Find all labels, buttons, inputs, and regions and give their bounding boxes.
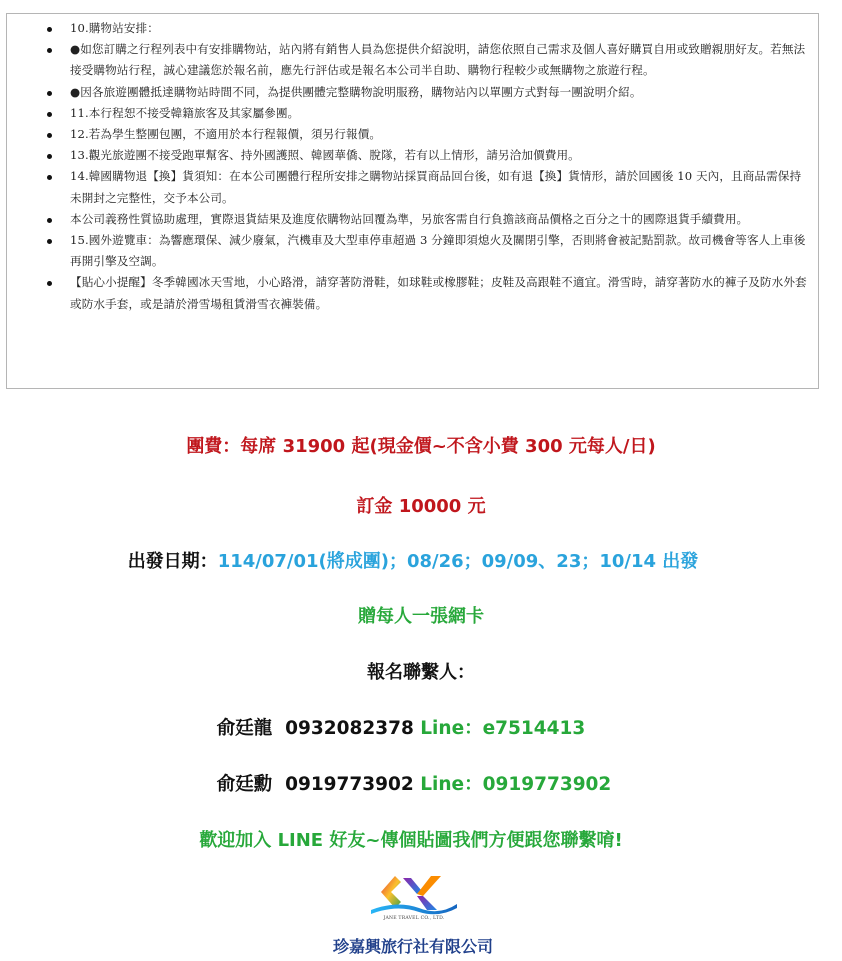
note-item <box>7 82 818 103</box>
note-text: ●因各旅遊團體抵達購物站時間不同，為提供團體完整購物說明服務，購物站內以單團方式對每一團說明介紹。 <box>70 84 642 99</box>
company-name-text: 珍嘉興旅行社有限公司 <box>332 937 493 956</box>
bullet-icon <box>47 112 52 117</box>
note-item <box>7 145 818 166</box>
note-text: ●如您訂購之行程列表中有安排購物站，站內將有銷售人員為您提供介紹說明，請您依照自己需求及個人喜好購買自用或致贈親朋好友。若無法接受購物站行程，誠心建議您於報名前，應先行評估或是報名本公司半自助、購物行程較少或無購物之旅遊行程。 <box>70 42 806 78</box>
tour-fee <box>0 432 842 458</box>
gift-text: 贈每人一張網卡 <box>358 606 484 627</box>
note-item <box>7 39 818 81</box>
line-invite-text: 歡迎加入 LINE 好友~傳個貼圖我們方便跟您聯繫唷! <box>199 830 623 851</box>
bullet-icon <box>47 175 52 180</box>
bullet-icon <box>47 218 52 223</box>
note-item <box>7 230 818 272</box>
deposit <box>0 492 842 518</box>
tour-fee-text: 團費：每席 31900 起(現金價~不含小費 300 元每人/日) <box>186 436 656 457</box>
line-invite <box>0 826 832 852</box>
note-text: 10.購物站安排： <box>70 21 159 35</box>
contact-name-phone: 俞廷勳 0919773902 <box>216 774 421 795</box>
notes-box <box>6 13 819 389</box>
contact-line-id: Line：e7514413 <box>420 718 586 739</box>
notes-list <box>7 18 818 315</box>
company-logo <box>367 872 461 928</box>
bullet-icon <box>47 133 52 138</box>
deposit-text: 訂金 10000 元 <box>356 496 486 517</box>
bullet-icon <box>47 91 52 96</box>
departure-dates-text: 114/07/01(將成團)；08/26；09/09、23；10/14 出發 <box>217 551 699 572</box>
note-text: 13.觀光旅遊團不接受跑單幫客、持外國護照、韓國華僑、脫隊，若有以上情形，請另洽加價費用。 <box>70 148 580 163</box>
contact-line-id: Line：0919773902 <box>420 774 612 795</box>
contact-name-phone: 俞廷龍 0932082378 <box>216 718 421 739</box>
gift <box>0 602 842 628</box>
bullet-icon <box>47 239 52 244</box>
note-text: 14.韓國購物退【換】貨須知：在本公司團體行程所安排之購物站採買商品回台後，如有退【換】貨情形，請於回國後 10 天內，且商品需保持未開封之完整性，交予本公司。 <box>70 169 802 205</box>
note-item <box>7 18 818 39</box>
note-item <box>7 209 818 230</box>
note-text: 本公司義務性質協助處理，實際退貨結果及進度依購物站回覆為準，另旅客需自行負擔該商品價格之百分之十的國際退貨手續費用。 <box>70 211 749 226</box>
note-text: 15.國外遊覽車：為響應環保、減少廢氣，汽機車及大型車停車超過 3 分鐘即須熄火及關閉引擎，否則將會被記點罰款。故司機會等客人上車後再開引擎及空調。 <box>70 233 806 269</box>
note-text: 【貼心小提醒】冬季韓國冰天雪地，小心路滑，請穿著防滑鞋，如球鞋或橡膠鞋；皮鞋及高跟鞋不適宜。滑雪時，請穿著防水的褲子及防水外套或防水手套，或是請於滑雪場租賃滑雪衣褲裝備。 <box>70 275 807 311</box>
departure-label: 出發日期： <box>127 551 218 572</box>
departure-dates <box>0 547 826 573</box>
note-item <box>7 124 818 145</box>
contact-heading <box>0 658 842 684</box>
bullet-icon <box>47 281 52 286</box>
note-item <box>7 166 818 208</box>
note-text: 11.本行程恕不接受韓籍旅客及其家屬參團。 <box>70 105 300 120</box>
contact-person-1 <box>0 714 822 740</box>
note-text: 12.若為學生整團包團，不適用於本行程報價，須另行報價。 <box>70 127 382 142</box>
contact-person-2 <box>0 770 835 796</box>
bullet-icon <box>47 27 52 32</box>
note-item <box>7 272 818 314</box>
logo-caption: JANE TRAVEL CO., LTD. <box>383 916 445 921</box>
company-name <box>0 934 826 957</box>
bullet-icon <box>47 154 52 159</box>
bullet-icon <box>47 48 52 53</box>
note-item <box>7 103 818 124</box>
contact-label: 報名聯繫人： <box>367 662 475 683</box>
jane-travel-logo-icon <box>367 872 461 918</box>
